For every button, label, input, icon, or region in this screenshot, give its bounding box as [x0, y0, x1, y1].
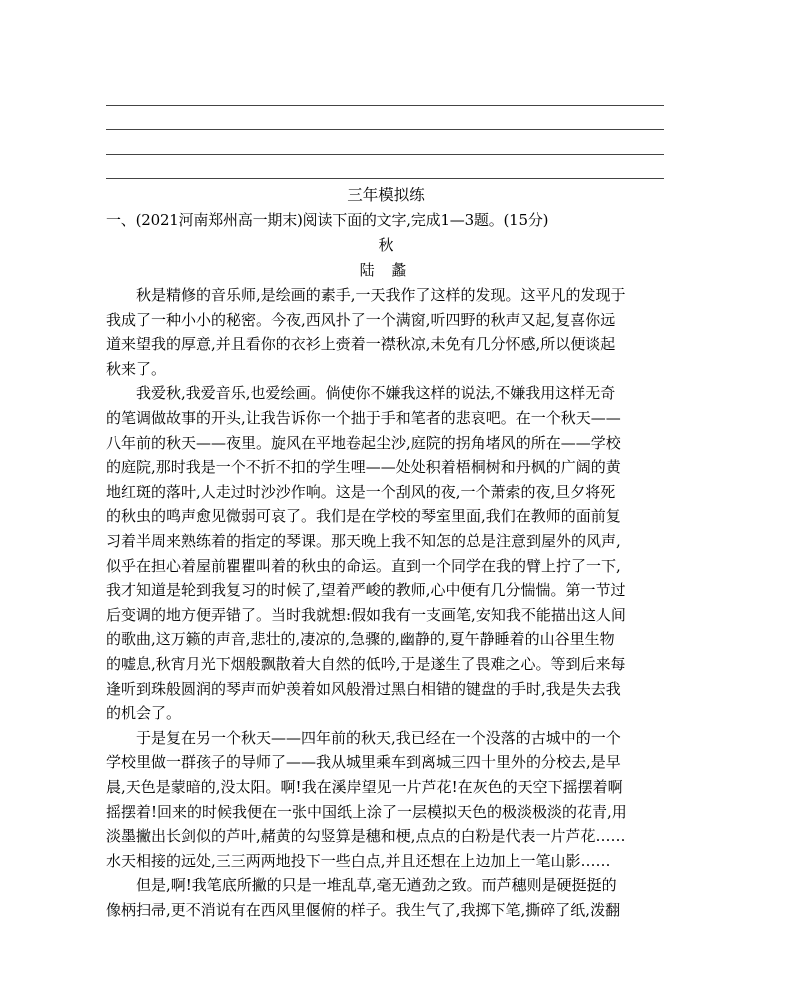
question-prompt: 一、(2021河南郑州高一期末)阅读下面的文字,完成1—3题。(15分) [106, 211, 549, 229]
answer-line-1 [106, 105, 664, 106]
body-line: 逢听到珠般圆润的琴声而妒羡着如风般滑过黑白相错的键盘的手时,我是失去我 [106, 679, 621, 698]
section-heading: 三年模拟练 [347, 186, 425, 204]
article-title: 秋 [378, 236, 394, 254]
body-line: 秋来了。 [106, 359, 167, 378]
answer-line-4 [106, 178, 664, 179]
body-line: 像柄扫帚,更不消说有在西风里偃俯的样子。我生气了,我掷下笔,撕碎了纸,泼翻 [106, 901, 621, 919]
body-line: 八年前的秋天——夜里。旋风在平地卷起尘沙,庭院的拐角堵风的所在——学校 [106, 433, 621, 452]
answer-line-3 [106, 154, 664, 155]
article-author: 陆 蠡 [359, 261, 413, 279]
body-line: 地红斑的落叶,人走过时沙沙作响。这是一个刮风的夜,一个萧索的夜,旦夕将死 [106, 482, 616, 501]
body-line: 摇摆着!回来的时候我便在一张中国纸上涂了一层模拟天色的极淡极淡的花青,用 [106, 802, 627, 821]
body-line: 学校里做一群孩子的导师了——我从城里乘车到离城三四十里外的分校去,是早 [106, 753, 621, 772]
body-line: 晨,天色是蒙暗的,没太阳。啊!我在溪岸望见一片芦花!在灰色的天空下摇摆着啊 [106, 778, 623, 796]
body-line: 水天相接的远处,三三两两地投下一些白点,并且还想在上边加上一笔山影…… [106, 851, 611, 870]
body-line: 似乎在担心着屋前瞿瞿叫着的秋虫的命运。直到一个同学在我的臂上拧了一下, [106, 556, 621, 575]
body-line: 我成了一种小小的秘密。今夜,西风扑了一个满窗,听四野的秋声又起,复喜你远 [106, 310, 616, 329]
body-line: 道来望我的厚意,并且看你的衣衫上赍着一襟秋凉,未免有几分怀感,所以便谈起 [106, 335, 616, 354]
body-line: 淡墨撇出长剑似的芦叶,赭黄的勾竖算是穗和梗,点点的白粉是代表一片芦花…… [106, 827, 626, 846]
body-line: 的笔调做故事的开头,让我告诉你一个拙于手和笔者的悲哀吧。在一个秋天—— [106, 409, 621, 427]
body-line: 的庭院,那时我是一个不折不扣的学生哩——处处积着梧桐树和丹枫的广阔的黄 [106, 458, 621, 477]
body-line: 后变调的地方便弄错了。当时我就想:假如我有一支画笔,安知我不能描出这人间 [106, 605, 626, 624]
body-line: 于是复在另一个秋天——四年前的秋天,我已经在一个没落的古城中的一个 [106, 728, 621, 747]
answer-line-2 [106, 129, 664, 130]
body-line: 的秋虫的鸣声愈见微弱可哀了。我们是在学校的琴室里面,我们在教师的面前复 [106, 507, 621, 526]
body-line: 我爱秋,我爱音乐,也爱绘画。倘使你不嫌我这样的说法,不嫌我用这样无奇 [106, 384, 616, 403]
body-line: 我才知道是轮到我复习的时候了,望着严峻的教师,心中便有几分惴惴。第一节过 [106, 581, 626, 600]
body-line: 的机会了。 [106, 704, 182, 723]
body-line: 秋是精修的音乐师,是绘画的素手,一天我作了这样的发现。这平凡的发现于 [106, 286, 626, 304]
body-line: 习着半周来熟练着的指定的琴课。那天晚上我不知怎的总是注意到屋外的风声, [106, 532, 621, 550]
body-line: 但是,啊!我笔底所撇的只是一堆乱草,毫无遒劲之致。而芦穗则是硬挺挺的 [106, 876, 617, 895]
body-line: 的嘘息,秋宵月光下烟般飘散着大自然的低吟,于是遂生了畏难之心。等到后来每 [106, 655, 626, 673]
body-line: 的歌曲,这万籁的声音,悲壮的,凄凉的,急骤的,幽静的,夏午静睡着的山谷里生物 [106, 630, 615, 649]
